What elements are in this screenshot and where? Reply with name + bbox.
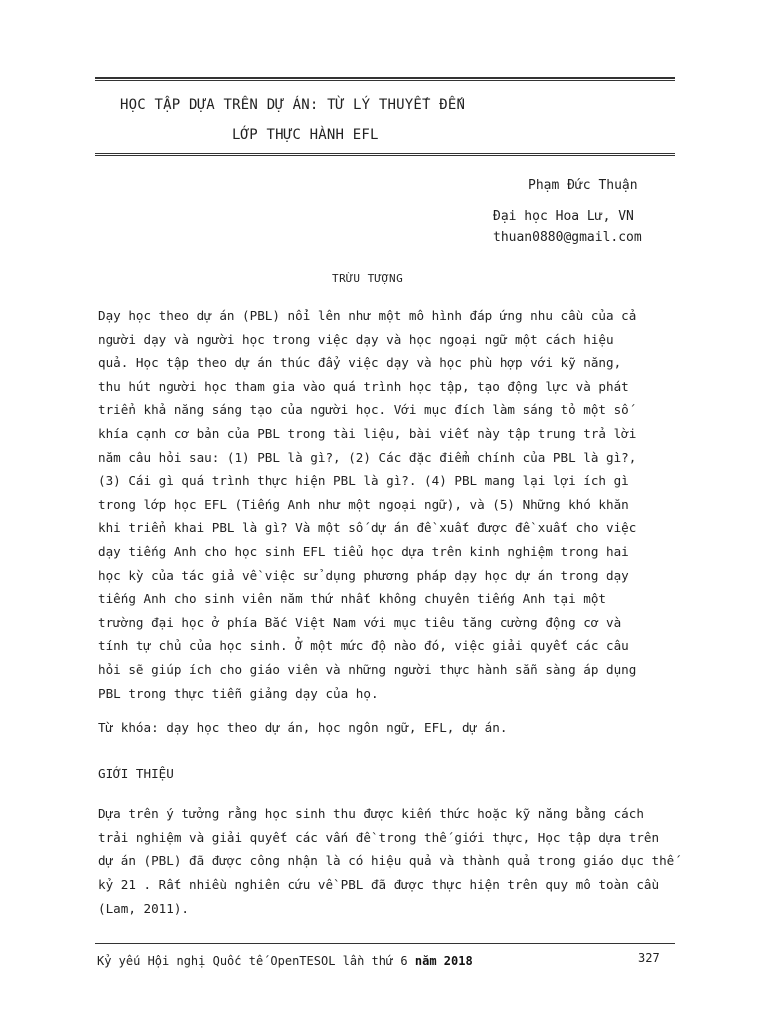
keywords	[98, 716, 674, 740]
abstract-line: tiếng Anh cho sinh viên năm thứ nhất không chuyên tiếng Anh tại một	[98, 591, 606, 607]
abstract-line: người dạy và người học trong việc dạy và học ngoại ngữ một cách hiệu	[98, 331, 614, 347]
title-bottom-rule-2	[95, 155, 675, 156]
abstract-line: Dạy học theo dự án (PBL) nổi lên như một mô hình đáp ứng nhu cầu của cả	[98, 308, 637, 323]
footer-rule	[95, 943, 675, 944]
abstract-line: PBL trong thực tiễn giảng dạy của họ.	[98, 685, 379, 701]
abstract-line: triển khả năng sáng tạo của người học. Với mục đích làm sáng tỏ một số	[98, 402, 629, 418]
abstract-line: năm câu hỏi sau: (1) PBL là gì?, (2) Các đặc điểm chính của PBL là gì?,	[98, 449, 637, 465]
abstract-line: trong lớp học EFL (Tiếng Anh như một ngoại ngữ), và (5) Những khó khăn	[98, 496, 629, 512]
author-name: Phạm Đức Thuận	[528, 178, 638, 193]
intro-line: Dựa trên ý tưởng rằng học sinh thu được kiến thức hoặc kỹ năng bằng cách	[98, 806, 644, 821]
abstract-line: dạy tiếng Anh cho học sinh EFL tiểu học dựa trên kinh nghiệm trong hai	[98, 543, 629, 559]
author-affiliation: Đại học Hoa Lư, VN	[493, 209, 634, 224]
top-rule	[95, 77, 675, 79]
intro-line: kỷ 21 . Rất nhiều nghiên cứu về PBL đã được thực hiện trên quy mô toàn cầu	[98, 877, 660, 893]
abstract-line: (3) Cái gì quá trình thực hiện PBL là gì?. (4) PBL mang lại lợi ích gì	[98, 473, 629, 489]
abstract-line: hỏi sẽ giúp ích cho giáo viên và những người thực hành sẵn sàng áp dụng	[98, 661, 637, 677]
abstract-line: khi triển khai PBL là gì? Và một số dự án đề xuất được đề xuất cho việc	[98, 520, 637, 536]
author-email: thuan0880@gmail.com	[493, 230, 642, 245]
abstract-line: trường đại học ở phía Bắc Việt Nam với mục tiêu tăng cường động cơ và	[98, 614, 622, 630]
footer-proceedings: Kỷ yếu Hội nghị Quốc tế OpenTESOL lần thứ 6	[97, 954, 408, 968]
abstract-heading: TRỪU TƯỢNG	[332, 272, 404, 285]
intro-line: (Lam, 2011).	[98, 900, 189, 916]
footer-year: năm 2018	[414, 954, 473, 968]
title-bottom-rule	[95, 153, 675, 154]
paper-title-line-1: HỌC TẬP DỰA TRÊN DỰ ÁN: TỪ LÝ THUYẾT ĐẾN	[120, 97, 466, 113]
top-rule-thin	[95, 80, 675, 81]
abstract-line: học kỳ của tác giả về việc sử dụng phương pháp dạy học dự án trong dạy	[98, 567, 629, 583]
abstract-line: quả. Học tập theo dự án thúc đẩy việc dạy và học phù hợp với kỹ năng,	[98, 355, 622, 371]
intro-line: trải nghiệm và giải quyết các vấn đề trong thế giới thực, Học tập dựa trên	[98, 829, 660, 845]
intro-body	[98, 802, 674, 920]
keywords-text: Từ khóa: dạy học theo dự án, học ngôn ngữ, EFL, dự án.	[98, 720, 508, 735]
intro-heading: GIỚI THIỆU	[98, 766, 174, 781]
abstract-line: khía cạnh cơ bản của PBL trong tài liệu, bài viết này tập trung trả lời	[98, 425, 637, 441]
abstract-line: thu hút người học tham gia vào quá trình học tập, tạo động lực và phát	[98, 378, 629, 394]
footer	[97, 954, 473, 968]
abstract-body	[98, 304, 674, 705]
page-number: 327	[638, 951, 660, 965]
paper-title-line-2: LỚP THỰC HÀNH EFL	[232, 127, 379, 143]
intro-line: dự án (PBL) đã được công nhận là có hiệu quả và thành quả trong giáo dục thế	[98, 853, 675, 869]
abstract-line: tính tự chủ của học sinh. Ở một mức độ nào đó, việc giải quyết các câu	[98, 638, 629, 654]
